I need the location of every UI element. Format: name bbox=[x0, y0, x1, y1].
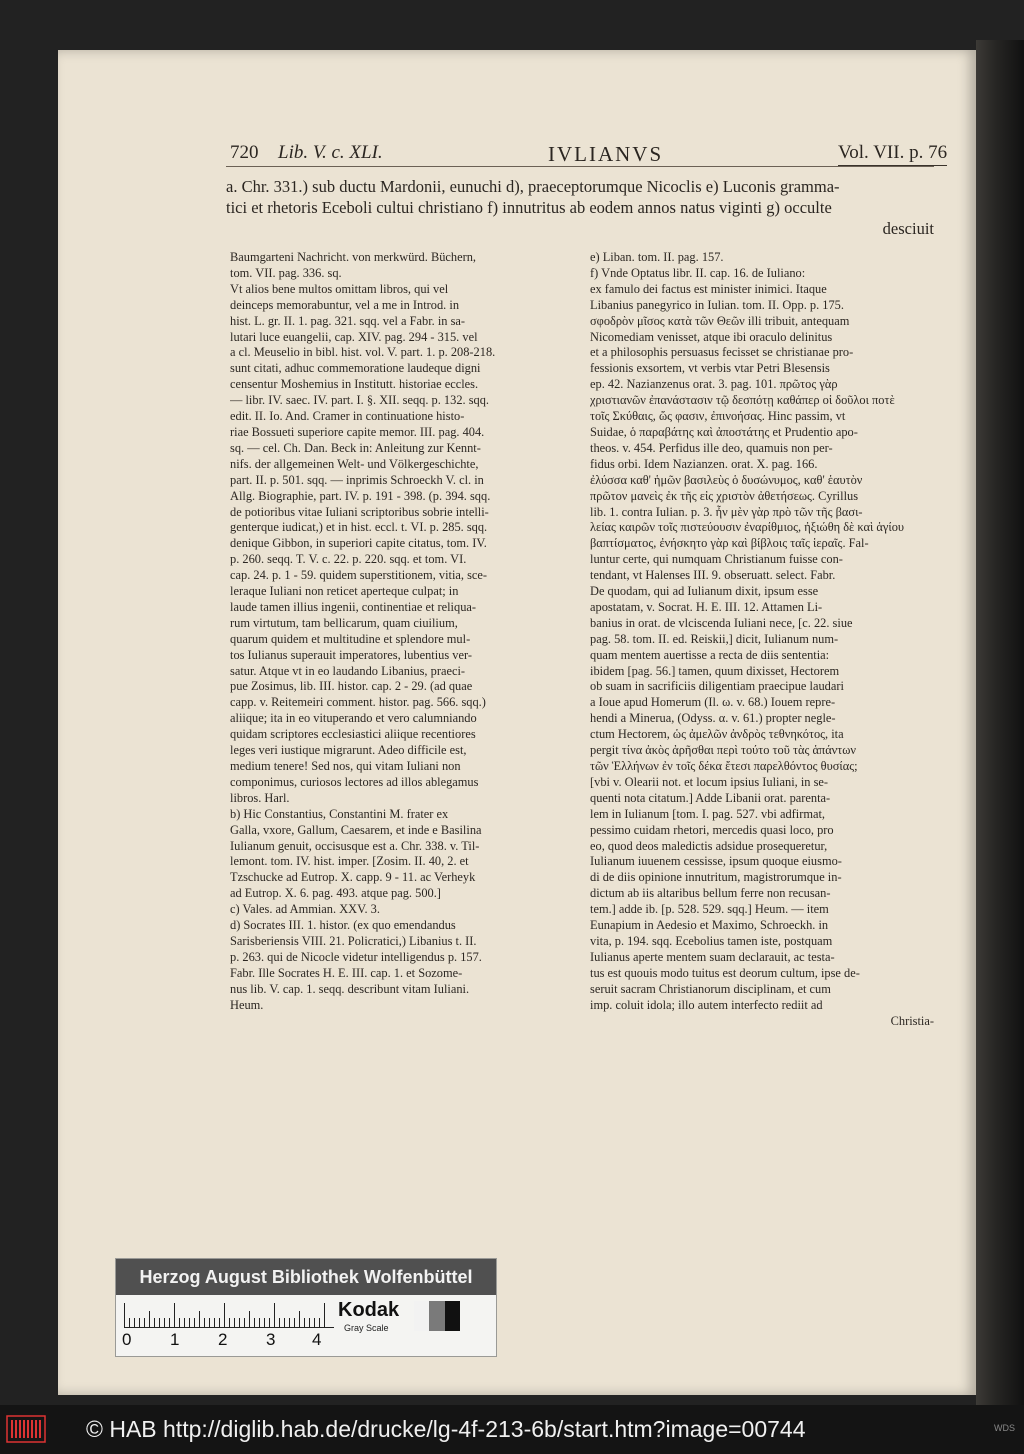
footnote-line: componimus, curiosos lectores ad illos ablegamus bbox=[230, 774, 479, 789]
ruler-tick bbox=[199, 1311, 200, 1327]
footnote-line: dictum ab iis altaribus bellum ferre non recusan- bbox=[590, 886, 831, 901]
footnote-line: De quodam, qui ad Iulianum dixit, ipsum esse bbox=[590, 584, 819, 599]
footnote-line: βαπτίσματος, ἐνήσκητο γὰρ καὶ βίβλοις ταῖς ἱεραῖς. Fal- bbox=[590, 536, 869, 551]
footnote-line: b) Hic Constantius, Constantini M. frater ex bbox=[230, 806, 449, 821]
ruler-tick bbox=[289, 1318, 290, 1327]
footnote-line: quarum quidem et multitudine et splendore mul- bbox=[230, 631, 471, 646]
footnote-line: tos Iulianus superauit imperatores, lubentius ver- bbox=[230, 647, 472, 662]
ruler-tick bbox=[169, 1318, 170, 1327]
ruler-tick bbox=[284, 1318, 285, 1327]
footnote-line: banius in orat. de vlciscenda Iuliani nece, [c. 22. siue bbox=[590, 615, 853, 630]
scale-number: 2 bbox=[218, 1330, 228, 1349]
ruler-tick bbox=[144, 1318, 145, 1327]
footnote-line: libros. Harl. bbox=[230, 790, 290, 805]
footnote-line: p. 263. qui de Nicocle videtur intelligendus p. 157. bbox=[230, 949, 482, 964]
footnote-line: leraque Iuliani non reticet aperteque culpat; in bbox=[230, 584, 459, 599]
footnote-line: hendi a Minerua, (Odyss. α. v. 61.) propter negle- bbox=[590, 711, 836, 726]
main-text-line: a. Chr. 331.) sub ductu Mardonii, eunuchi d), praeceptorumque Nicoclis e) Luconis gramma- bbox=[226, 177, 840, 196]
ruler-tick bbox=[264, 1318, 265, 1327]
ruler-tick bbox=[139, 1318, 140, 1327]
scale-number: 4 bbox=[312, 1330, 322, 1349]
footnote-line: [vbi v. Olearii not. et locum ipsius Iuliani, in se- bbox=[590, 774, 829, 789]
ruler-tick bbox=[149, 1311, 150, 1327]
footnote-line: quidam scriptores ecclesiastici aliique recentiores bbox=[230, 727, 476, 742]
footnote-line: πρῶτον μανεὶς ἐκ τῆς εἰς χριστὸν ἀθετήσεως. Cyrillus bbox=[590, 488, 859, 503]
ruler-tick bbox=[324, 1303, 325, 1327]
footnote-line: ibidem [pag. 56.] tamen, quum dixisset, Hectorem bbox=[590, 663, 840, 678]
ruler-tick bbox=[249, 1311, 250, 1327]
footnotes-left-column bbox=[230, 250, 574, 1014]
kodak-subtitle: Gray Scale bbox=[344, 1323, 389, 1333]
footnote-line: Christia- bbox=[890, 1013, 934, 1028]
footnote-line: d) Socrates III. 1. histor. (ex quo emendandus bbox=[230, 918, 456, 933]
ruler-tick bbox=[209, 1318, 210, 1327]
footnote-line: Nicomediam venisset, atque ibi oraculo delinitus bbox=[590, 329, 833, 344]
footnote-line: Allg. Biographie, part. IV. p. 191 - 398. (p. 394. sqq. bbox=[230, 488, 491, 503]
footnote-line: cap. 24. p. 1 - 59. quidem superstitionem, vitia, sce- bbox=[230, 568, 488, 583]
footnote-line: tem.] adde ib. [p. 528. 529. sqq.] Heum. — item bbox=[590, 902, 829, 917]
ruler-tick bbox=[229, 1318, 230, 1327]
volume-reference: Vol. VII. p. 76 bbox=[838, 142, 947, 166]
footnote-line: pue Zosimus, lib. III. histor. cap. 2 - 29. (ad quae bbox=[230, 679, 473, 694]
footnote-line: theos. v. 454. Perfidus ille deo, quamuis non per- bbox=[590, 440, 833, 455]
institution-label: Herzog August Bibliothek Wolfenbüttel bbox=[116, 1259, 496, 1295]
footnote-line: edit. II. Io. And. Cramer in continuatione histo- bbox=[230, 409, 465, 424]
footnote-line: lib. 1. contra Iulian. p. 3. ἦν μὲν γὰρ πρὸ τῶν τῆς βασι- bbox=[590, 504, 863, 519]
footnote-line: ἐλύσσα καθ' ἡμῶν βασιλεὺς ὁ δυσώνυμος, καθ' ἑαυτὸν bbox=[590, 472, 863, 487]
footnote-line: seruit sacram Christianorum disciplinam, et cum bbox=[590, 981, 831, 996]
ruler-tick bbox=[224, 1303, 225, 1327]
ruler-tick bbox=[154, 1318, 155, 1327]
footnote-line: censentur Moshemius in Institutt. historiae eccles. bbox=[230, 377, 479, 392]
footnote-line: capp. v. Reitemeiri comment. histor. pag. 566. sqq.) bbox=[230, 695, 486, 710]
footnote-line: medium tenere! Sed nos, qui vitam Iuliani non bbox=[230, 759, 461, 773]
footnote-line: Baumgarteni Nachricht. von merkwürd. Büchern, bbox=[230, 250, 477, 264]
footnote-line: eo, quod deos maledictis adsidue prosequeretur, bbox=[590, 838, 828, 853]
ruler-tick bbox=[204, 1318, 205, 1327]
footnote-line: sq. — cel. Ch. Dan. Beck in: Anleitung zur Kennt- bbox=[230, 440, 481, 455]
footnote-line: τῶν Ἑλλήνων ἐν τοῖς δέκα ἔτεσι παρελθόντος θυσίας; bbox=[590, 759, 858, 773]
page-number: 720 bbox=[230, 142, 259, 163]
ruler-tick bbox=[194, 1318, 195, 1327]
footnote-line: imp. coluit idola; illo autem interfecto rediit ad bbox=[590, 997, 823, 1012]
ruler-tick bbox=[314, 1318, 315, 1327]
scale-ruler bbox=[124, 1303, 334, 1328]
footnote-line: lutari luce euangelii, cap. XIV. pag. 294 - 315. vel bbox=[230, 329, 478, 344]
ruler-tick bbox=[134, 1318, 135, 1327]
footnote-line: f) Vnde Optatus libr. II. cap. 16. de Iuliano: bbox=[590, 265, 806, 280]
footnote-line: fidus orbi. Idem Nazianzen. orat. X. pag. 166. bbox=[590, 456, 818, 471]
ruler-tick bbox=[214, 1318, 215, 1327]
footer-mark: WDS bbox=[994, 1423, 1015, 1433]
scale-number: 3 bbox=[266, 1330, 276, 1349]
running-title: IVLIANVS bbox=[548, 142, 664, 166]
footnote-line: ad Eutrop. X. 6. pag. 493. atque pag. 500.] bbox=[230, 886, 441, 901]
footnote-line: Eunapium in Aedesio et Maximo, Schroeckh. in bbox=[590, 918, 829, 933]
footnote-line: e) Liban. tom. II. pag. 157. bbox=[590, 250, 724, 264]
ruler-tick bbox=[299, 1311, 300, 1327]
footnotes-right-column bbox=[590, 250, 934, 1029]
footnote-line: λείας καιρῶν τοῖς πιστεύουσιν ἐναρίθμιος, ἠξιώθη δὲ καὶ ἁγίου bbox=[590, 520, 905, 535]
ruler-tick bbox=[269, 1318, 270, 1327]
header-rule bbox=[226, 166, 934, 167]
footnote-line: genterque iudicat,) et in hist. eccl. t. VI. p. 285. sqq. bbox=[230, 520, 488, 535]
footnote-line: lemont. tom. IV. hist. imper. [Zosim. II. 40, 2. et bbox=[230, 854, 469, 869]
footer-bar bbox=[0, 1405, 1024, 1454]
footnote-line: lem in Iulianum [tom. I. pag. 527. vbi adfirmat, bbox=[590, 806, 826, 821]
ruler-tick bbox=[189, 1318, 190, 1327]
footnote-line: tom. VII. pag. 336. sq. bbox=[230, 265, 342, 280]
footnote-line: Iulianum genuit, occisusque est a. Chr. 338. v. Til- bbox=[230, 838, 480, 853]
footnote-line: vita, p. 194. sqq. Ecebolius tamen iste, postquam bbox=[590, 933, 833, 948]
footnote-line: Vt alios bene multos omittam libros, qui vel bbox=[230, 281, 449, 296]
footnote-line: quam mentem auertisse a recta de diis sententia: bbox=[590, 647, 830, 662]
ruler-tick bbox=[274, 1303, 275, 1327]
footnote-line: a Ioue apud Homerum (Il. ω. v. 68.) Iouem repre- bbox=[590, 695, 836, 710]
footnote-line: ob suam in sacrificiis diligentiam praecipue laudari bbox=[590, 679, 844, 694]
footnote-line: χριστιανῶν ἐπανάστασιν τῷ δεσπότῃ καθάπερ οἱ δοῦλοι ποτὲ bbox=[590, 393, 895, 408]
footnote-line: Libanius panegyrico in Iulian. tom. II. Opp. p. 175. bbox=[590, 297, 844, 312]
footnote-line: quenti nota citatum.] Adde Libanii orat. parenta- bbox=[590, 790, 831, 805]
ruler-tick bbox=[219, 1318, 220, 1327]
scale-number: 1 bbox=[170, 1330, 180, 1349]
footnote-line: Iulianum iuuenem cessisse, ipsum quoque eiusmo- bbox=[590, 854, 842, 869]
footnote-line: tendant, vt Halenses III. 9. obseruatt. select. Fabr. bbox=[590, 568, 836, 583]
footnote-line: fessionis exsortem, vt verbis vtar Petri Blesensis bbox=[590, 361, 830, 376]
footnote-line: luntur certe, qui numquam Christianum fuisse con- bbox=[590, 552, 843, 567]
ruler-tick bbox=[159, 1318, 160, 1327]
footnote-line: aliique; ita in eo vituperando et vero calumniando bbox=[230, 711, 477, 726]
hab-logo-icon bbox=[6, 1415, 46, 1443]
footnote-line: Suidae, ὁ παραβάτης καὶ ἀποστάτης et Prudentio apo- bbox=[590, 424, 858, 439]
footnote-line: ep. 42. Nazianzenus orat. 3. pag. 101. πρῶτος γὰρ bbox=[590, 377, 838, 392]
footnote-line: denique Gibbon, in superiori capite citatus, tom. IV. bbox=[230, 536, 487, 551]
footnote-line: Sarisberiensis VIII. 21. Policratici,) Libanius t. II. bbox=[230, 933, 477, 948]
footnote-line: satur. Atque vt in eo laudando Libanius, praeci- bbox=[230, 663, 466, 678]
footnote-line: a cl. Meuselio in bibl. hist. vol. V. part. 1. p. 208-218. bbox=[230, 345, 496, 360]
footnote-line: di de diis opinione innutritum, magistrorumque in- bbox=[590, 870, 842, 885]
ruler-tick bbox=[129, 1318, 130, 1327]
footnote-line: Tzschucke ad Eutrop. X. capp. 9 - 11. ac Verheyk bbox=[230, 870, 476, 885]
footnote-line: pag. 58. tom. II. ed. Reiskii,] dicit, Iulianum num- bbox=[590, 631, 839, 646]
footnote-line: et a philosophis persuasus fecisset se christianae pro- bbox=[590, 345, 854, 360]
footnote-line: pergit τίνα ἀκὸς ἀρῆσθαι περὶ τούτο τοῦ τὰς ἁπάντων bbox=[590, 743, 857, 758]
ruler-tick bbox=[164, 1318, 165, 1327]
kodak-logo: Kodak bbox=[338, 1299, 400, 1321]
footnote-line: σφοδρὸν μῖσος κατὰ τῶν Θεῶν illi tribuit, antequam bbox=[590, 313, 850, 328]
ruler-tick bbox=[124, 1303, 125, 1327]
ruler-tick bbox=[244, 1318, 245, 1327]
footnote-line: nifs. der allgemeinen Welt- und Völkergeschichte, bbox=[230, 456, 479, 471]
ruler-tick bbox=[179, 1318, 180, 1327]
ruler-tick bbox=[309, 1318, 310, 1327]
footnote-line: — libr. IV. saec. IV. part. I. §. XII. seqq. p. 132. sqq. bbox=[230, 393, 490, 408]
ruler-tick bbox=[184, 1318, 185, 1327]
footnote-line: Heum. bbox=[230, 997, 264, 1012]
footnote-line: nus lib. V. cap. 1. seqq. describunt vitam Iuliani. bbox=[230, 981, 470, 996]
copyright-url[interactable]: © HAB http://diglib.hab.de/drucke/lg-4f-213-6b/start.htm?image=00744 bbox=[86, 1416, 806, 1442]
ruler-tick bbox=[294, 1318, 295, 1327]
footnote-line: de potioribus vitae Iuliani scriptoribus sobrie intelli- bbox=[230, 504, 489, 519]
ruler-tick bbox=[239, 1318, 240, 1327]
footnote-line: Fabr. Ille Socrates H. E. III. cap. 1. et Sozome- bbox=[230, 965, 463, 980]
ruler-tick bbox=[279, 1318, 280, 1327]
footnote-line: laude tamen illius ingenii, continentiae et reliqua- bbox=[230, 599, 477, 614]
ruler-tick bbox=[304, 1318, 305, 1327]
footnote-line: sunt citati, adhuc commemoratione laudeque digni bbox=[230, 361, 481, 376]
ruler-tick bbox=[319, 1318, 320, 1327]
footnote-line: Galla, vxore, Gallum, Caesarem, et inde e Basilina bbox=[230, 822, 482, 837]
main-text-line: tici et rhetoris Eceboli cultui christiano f) innutritus ab eodem annos natus viginti g) occulte bbox=[226, 198, 832, 217]
footnote-line: apostatam, v. Socrat. H. E. III. 12. Attamen Li- bbox=[590, 599, 823, 614]
footnote-line: τοῖς Σκύθαις, ὥς φασιν, ἐπινοήσας. Hinc passim, vt bbox=[590, 409, 846, 424]
footnote-line: p. 260. seqq. T. V. c. 22. p. 220. sqq. et tom. VI. bbox=[230, 552, 467, 567]
gray-step bbox=[429, 1301, 444, 1331]
color-target-card bbox=[115, 1258, 497, 1357]
next-page-edge bbox=[976, 40, 1024, 1405]
footnote-line: pessimo cuidam rhetori, mercedis quasi loco, pro bbox=[590, 822, 834, 837]
gray-step bbox=[445, 1301, 460, 1331]
footnote-line: leges veri iustique migrarunt. Adeo difficile est, bbox=[230, 743, 467, 758]
footnote-line: tus est quouis modo tuitus est deorum cultum, ipse de- bbox=[590, 965, 860, 980]
ruler-tick bbox=[234, 1318, 235, 1327]
gray-scale-swatch bbox=[414, 1301, 460, 1331]
gray-step bbox=[414, 1301, 429, 1331]
footnote-line: riae Bossueti superiore capite memor. III. pag. 404. bbox=[230, 424, 485, 439]
footnote-line: ex famulo dei factus est minister inimici. Itaque bbox=[590, 281, 827, 296]
ruler-tick bbox=[259, 1318, 260, 1327]
footnote-line: hist. L. gr. II. 1. pag. 321. sqq. vel a Fabr. in sa- bbox=[230, 313, 466, 328]
scale-number: 0 bbox=[122, 1330, 132, 1349]
footnote-line: ctum Hectorem, ὡς ἀμελῶν ἀνδρὸς τεθνηκότος, ita bbox=[590, 727, 844, 742]
footnote-line: rum virtutum, tam bellicarum, quam ciuilium, bbox=[230, 615, 458, 630]
chapter-reference: Lib. V. c. XLI. bbox=[278, 142, 383, 163]
ruler-tick bbox=[174, 1303, 175, 1327]
ruler-tick bbox=[254, 1318, 255, 1327]
footnote-line: Iulianus aperte mentem suam declarauit, ac testa- bbox=[590, 949, 835, 964]
main-text-line: desciuit bbox=[882, 219, 934, 238]
main-text bbox=[226, 176, 934, 239]
footnote-line: part. II. p. 501. sqq. — inprimis Schroeckh V. cl. in bbox=[230, 472, 484, 487]
footnote-line: deinceps memorabuntur, vel a me in Introd. in bbox=[230, 297, 460, 312]
footnote-line: c) Vales. ad Ammian. XXV. 3. bbox=[230, 902, 380, 917]
